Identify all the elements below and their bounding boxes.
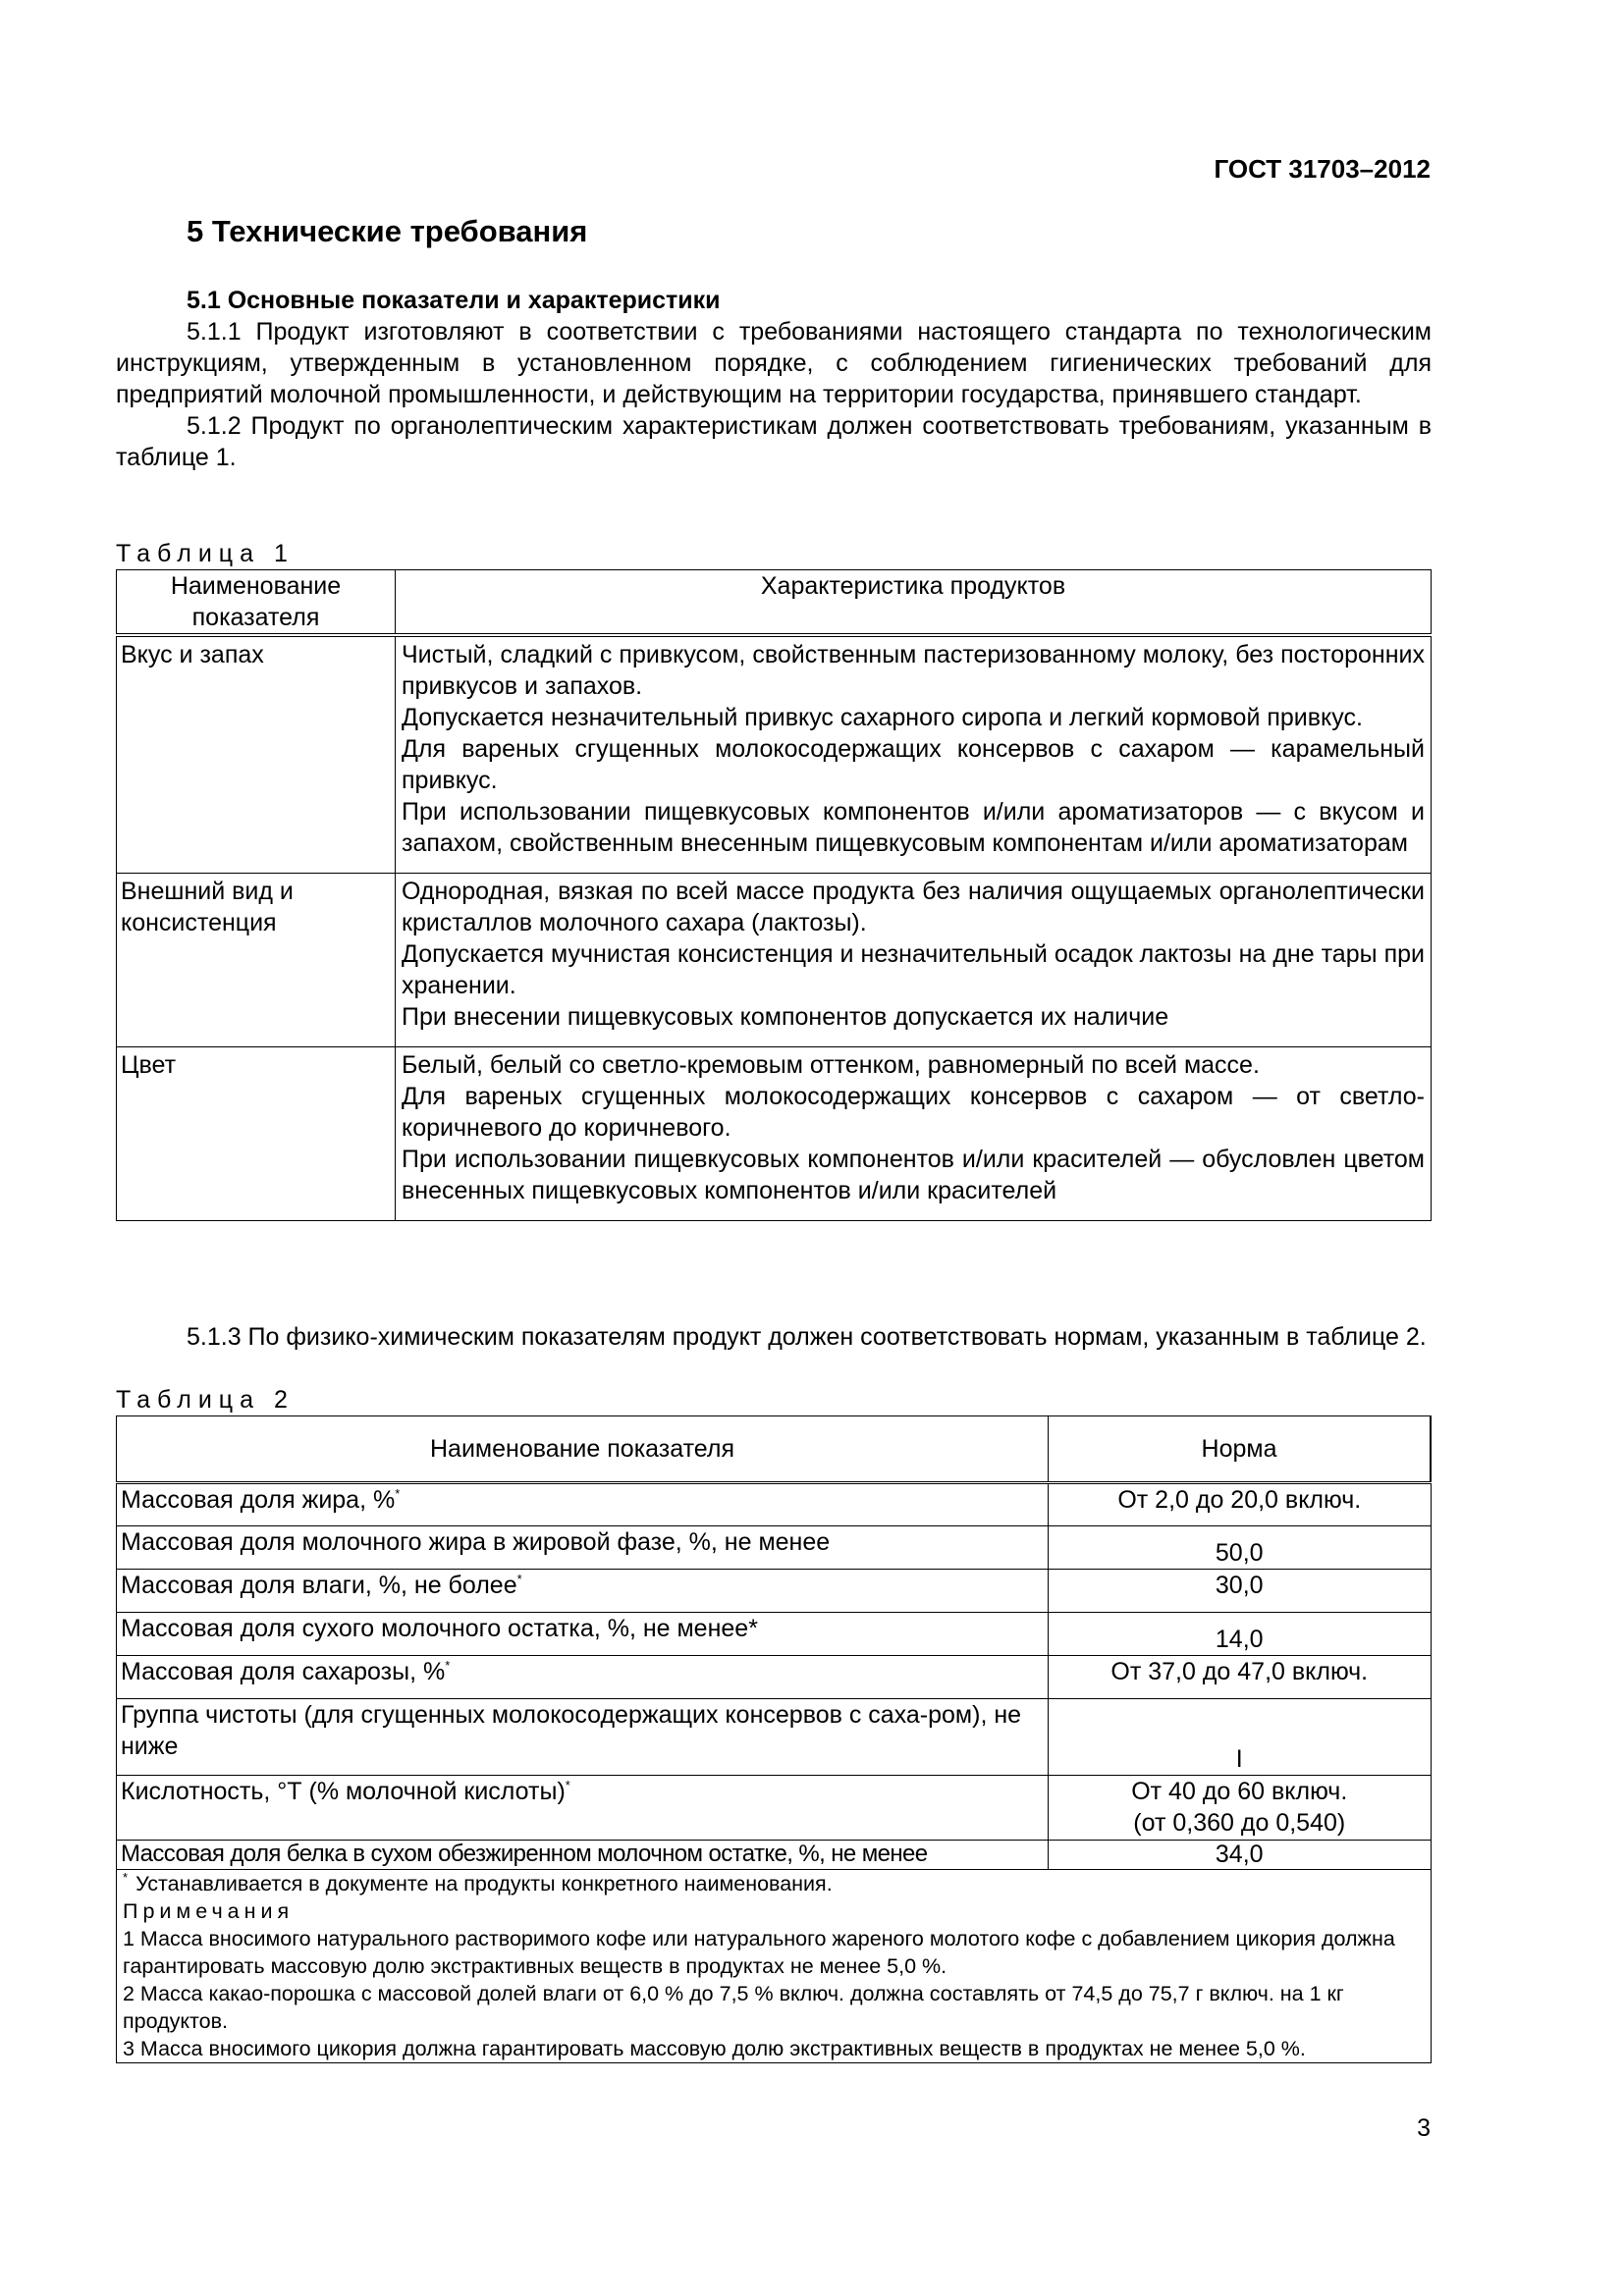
table1-header-name: Наименование показателя xyxy=(117,570,396,636)
table2-row xyxy=(117,1656,1432,1699)
footnote-mark: * xyxy=(123,1870,129,1885)
table1-row-characteristic xyxy=(396,635,1432,874)
table2-footnote xyxy=(123,1870,1425,1897)
footnote-mark: * xyxy=(565,1778,570,1792)
body-text xyxy=(116,285,1432,473)
footnote-mark: * xyxy=(395,1486,401,1501)
norm-value: От 37,0 до 47,0 включ. xyxy=(1110,1658,1369,1685)
table2-row-name xyxy=(117,1656,1049,1699)
note-item: 1 Масса вносимого натурального растворимого кофе или натурального жареного молотого кофе с добавлением цикория должна гарантировать массовую долю экстрактивных веществ в продуктах не менее 5,0 %. xyxy=(123,1927,1395,1978)
paragraph-5-1-1: 5.1.1 Продукт изготовляют в соответствии с требованиями настоящего стандарта по технологическим инструкциям, утвержденным в установленном порядке, с соблюдением гигиенических требований для предприятий молочной промышленности, и действующим на территории государства, принявшего стандарт. xyxy=(116,318,1432,408)
paragraph-block-5-1-3 xyxy=(116,1321,1432,1353)
indicator-name: Массовая доля сахарозы, % xyxy=(121,1658,446,1685)
characteristic-line: Однородная, вязкая по всей массе продукта без наличия ощущаемых органолептически кристаллов молочного сахара (лактозы). xyxy=(402,878,1425,936)
table2-row-norm xyxy=(1049,1526,1432,1570)
table1-header-row xyxy=(117,570,1432,636)
table2-caption: Таблица 2 xyxy=(116,1386,295,1414)
table1-row-name: Внешний вид и консистенция xyxy=(117,874,396,1047)
footnote-mark: * xyxy=(445,1658,451,1673)
table2-row xyxy=(117,1699,1432,1776)
characteristic-line: При использовании пищевкусовых компонентов и/или ароматизаторов — с вкусом и запахом, свойственным внесенным пищевкусовым компонентам и/или ароматизаторам xyxy=(402,798,1425,857)
characteristic-line: Допускается мучнистая консистенция и незначительный осадок лактозы на дне тары при хранении. xyxy=(402,940,1425,999)
characteristic-line: Для вареных сгущенных молокосодержащих консервов с сахаром — от светло-коричневого до коричневого. xyxy=(402,1083,1425,1142)
page-number: 3 xyxy=(1417,2114,1431,2142)
table2-header-row xyxy=(117,1416,1432,1483)
table1-row-characteristic xyxy=(396,874,1432,1047)
norm-value: 34,0 xyxy=(1215,1841,1264,1868)
table2-header-norm: Норма xyxy=(1049,1416,1432,1483)
norm-value: 50,0 xyxy=(1215,1539,1264,1567)
notes-title: Примечания xyxy=(123,1899,295,1923)
table2-row xyxy=(117,1776,1432,1841)
table2-row-norm xyxy=(1049,1613,1432,1656)
table1-row xyxy=(117,874,1432,1047)
table1-header-characteristic: Характеристика продуктов xyxy=(396,570,1432,636)
table1-row-name: Цвет xyxy=(117,1047,396,1221)
table2-row-name xyxy=(117,1699,1049,1776)
table2-notes-cell xyxy=(117,1870,1432,2063)
table2-header-name: Наименование показателя xyxy=(117,1416,1049,1483)
paragraph-5-1-3: 5.1.3 По физико-химическим показателям продукт должен соответствовать нормам, указанным в таблице 2. xyxy=(187,1323,1427,1351)
norm-value: От 2,0 до 20,0 включ. xyxy=(1117,1486,1362,1514)
table2-row xyxy=(117,1841,1432,1870)
table1-row-name: Вкус и запах xyxy=(117,635,396,874)
indicator-name: Массовая доля жира, % xyxy=(121,1486,396,1514)
norm-value: I xyxy=(1235,1745,1243,1773)
table2-notes-row xyxy=(117,1870,1432,2063)
table2-block xyxy=(116,1384,1432,2063)
table2 xyxy=(116,1415,1432,2063)
indicator-name: Кислотность, °Т (% молочной кислоты) xyxy=(121,1778,566,1805)
table2-row-name xyxy=(117,1570,1049,1613)
table2-row-name xyxy=(117,1841,1049,1870)
table2-row-norm xyxy=(1049,1776,1432,1841)
subsection-title: 5.1 Основные показатели и характеристики xyxy=(187,287,721,314)
characteristic-line: Допускается незначительный привкус сахарного сиропа и легкий кормовой привкус. xyxy=(402,704,1363,731)
table2-row-name xyxy=(117,1526,1049,1570)
table2-row xyxy=(117,1570,1432,1613)
characteristic-line: При внесении пищевкусовых компонентов допускается их наличие xyxy=(402,1003,1169,1031)
table1 xyxy=(116,569,1432,1221)
indicator-name: Группа чистоты (для сгущенных молокосодержащих консервов с саха-ром), не ниже xyxy=(121,1701,1022,1760)
norm-value: 30,0 xyxy=(1215,1572,1264,1599)
table1-caption: Таблица 1 xyxy=(116,540,295,567)
norm-value-secondary: (от 0,360 до 0,540) xyxy=(1133,1809,1346,1837)
table2-row-norm xyxy=(1049,1699,1432,1776)
table1-row xyxy=(117,1047,1432,1221)
table1-row-characteristic xyxy=(396,1047,1432,1221)
characteristic-line: При использовании пищевкусовых компонентов и/или красителей — обусловлен цветом внесенных пищевкусовых компонентов и/или красителей xyxy=(402,1146,1425,1204)
note-item: 3 Масса вносимого цикория должна гарантировать массовую долю экстрактивных веществ в продуктах не менее 5,0 %. xyxy=(123,2037,1306,2060)
characteristic-line: Чистый, сладкий с привкусом, свойственным пастеризованному молоку, без посторонних привкусов и запахов. xyxy=(402,641,1425,700)
footnote-mark: * xyxy=(516,1572,522,1586)
table2-row xyxy=(117,1526,1432,1570)
table2-row-norm xyxy=(1049,1841,1432,1870)
paragraph-5-1-2: 5.1.2 Продукт по органолептическим характеристикам должен соответствовать требованиям, указанным в таблице 1. xyxy=(116,412,1432,471)
table2-row xyxy=(117,1613,1432,1656)
footnote-text: Устанавливается в документе на продукты конкретного наименования. xyxy=(135,1872,833,1896)
table1-block xyxy=(116,538,1432,1221)
table2-row xyxy=(117,1483,1432,1526)
norm-value: От 40 до 60 включ. xyxy=(1131,1778,1348,1805)
indicator-name: Массовая доля белка в сухом обезжиренном молочном остатке, %, не менее xyxy=(121,1841,928,1867)
standard-code: ГОСТ 31703–2012 xyxy=(1214,154,1431,184)
table2-row-norm xyxy=(1049,1656,1432,1699)
section-title: 5 Технические требования xyxy=(187,214,588,248)
indicator-name: Массовая доля сухого молочного остатка, %, не менее* xyxy=(121,1615,758,1642)
table2-row-name xyxy=(117,1776,1049,1841)
norm-value: 14,0 xyxy=(1215,1626,1264,1653)
table2-row-name xyxy=(117,1483,1049,1526)
indicator-name: Массовая доля молочного жира в жировой фазе, %, не менее xyxy=(121,1528,831,1556)
indicator-name: Массовая доля влаги, %, не более xyxy=(121,1572,517,1599)
table1-row xyxy=(117,635,1432,874)
table2-row-norm xyxy=(1049,1483,1432,1526)
characteristic-line: Для вареных сгущенных молокосодержащих консервов с сахаром — карамельный привкус. xyxy=(402,735,1425,794)
table2-row-name xyxy=(117,1613,1049,1656)
note-item: 2 Масса какао-порошка с массовой долей влаги от 6,0 % до 7,5 % включ. должна составлять от 74,5 до 75,7 г включ. на 1 кг продуктов. xyxy=(123,1982,1344,2033)
characteristic-line: Белый, белый со светло-кремовым оттенком, равномерный по всей массе. xyxy=(402,1051,1260,1079)
table2-row-norm xyxy=(1049,1570,1432,1613)
